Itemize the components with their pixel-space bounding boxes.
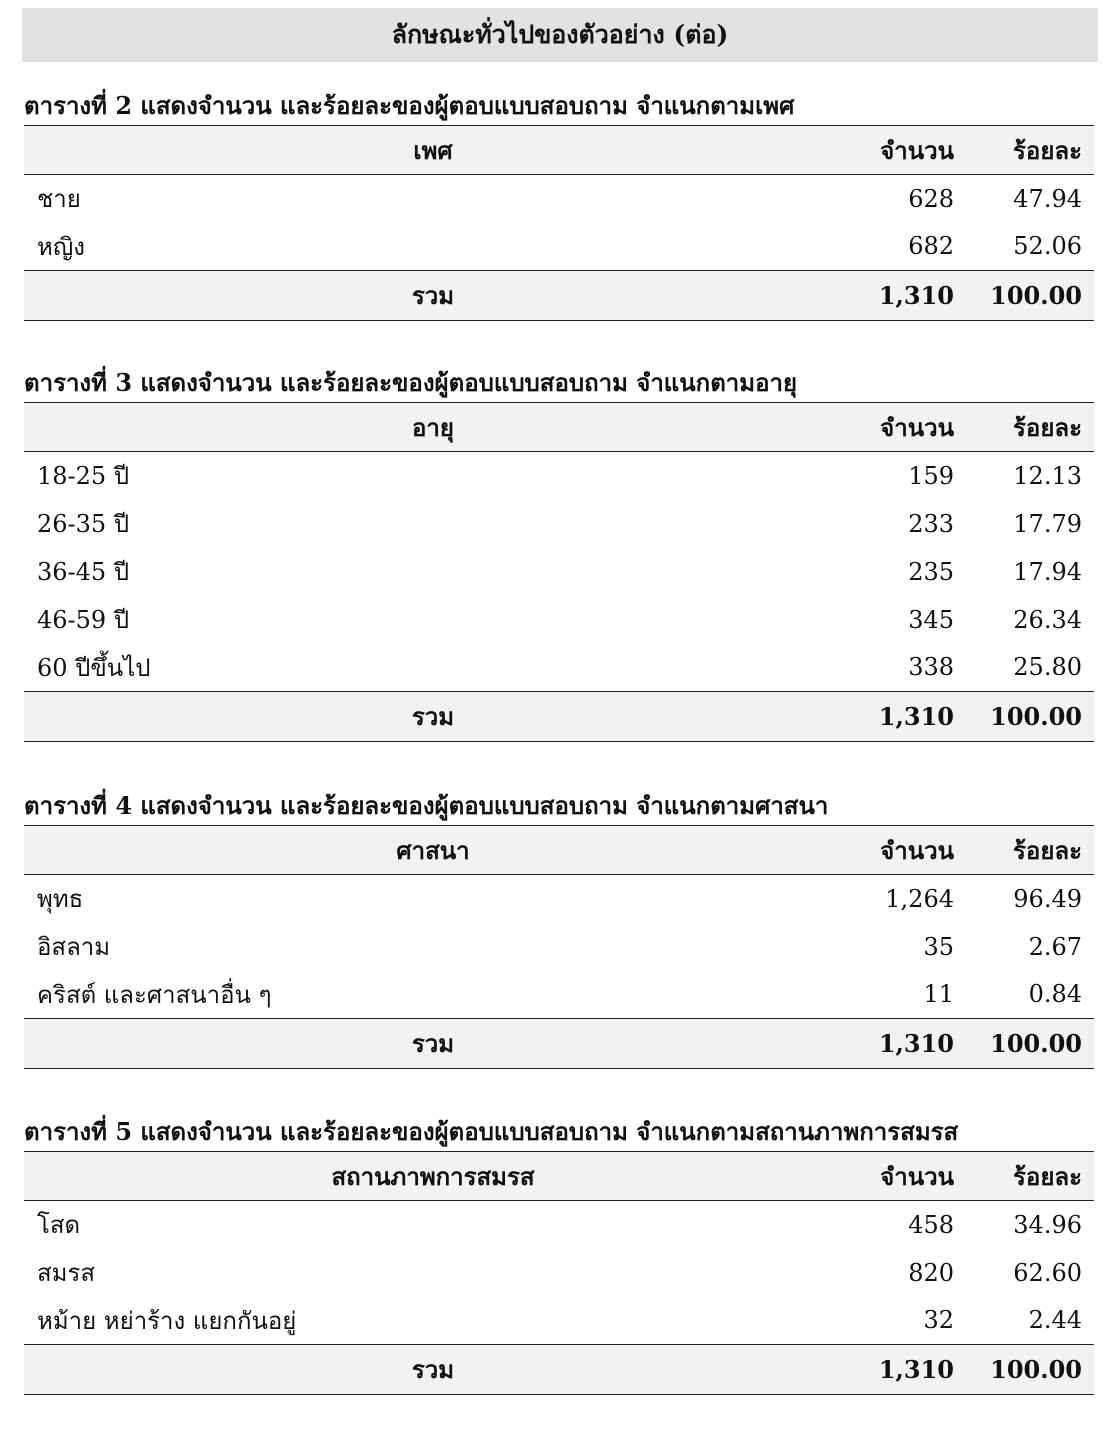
header-label: เพศ bbox=[24, 126, 842, 175]
total-percent: 100.00 bbox=[966, 692, 1094, 742]
row-percent: 17.94 bbox=[1013, 557, 1082, 586]
row-label: 36-45 ปี bbox=[37, 558, 130, 586]
row-label: สมรส bbox=[37, 1259, 96, 1287]
row-count: 458 bbox=[908, 1210, 954, 1239]
row-percent: 12.13 bbox=[1013, 461, 1082, 490]
row-percent: 0.84 bbox=[1028, 980, 1082, 1009]
table-header-row bbox=[24, 126, 1094, 175]
table-caption: ตารางที่ 3 แสดงจำนวน และร้อยละของผู้ตอบแบบสอบถาม จำแนกตามอายุ bbox=[24, 368, 798, 397]
table-row bbox=[24, 1297, 1094, 1345]
table-caption: ตารางที่ 5 แสดงจำนวน และร้อยละของผู้ตอบแบบสอบถาม จำแนกตามสถานภาพการสมรส bbox=[24, 1117, 959, 1146]
total-percent: 100.00 bbox=[966, 1345, 1094, 1395]
row-count: 682 bbox=[908, 232, 954, 261]
row-percent: 52.06 bbox=[1013, 232, 1082, 261]
table-row bbox=[24, 1201, 1094, 1249]
row-label: 46-59 ปี bbox=[37, 606, 130, 634]
page-banner bbox=[22, 8, 1098, 62]
row-label: อิสลาม bbox=[37, 933, 111, 961]
row-count: 345 bbox=[908, 605, 954, 634]
table-header-row bbox=[24, 403, 1094, 452]
row-count: 233 bbox=[908, 509, 954, 538]
row-label: ชาย bbox=[37, 185, 81, 214]
table-section-religion bbox=[24, 787, 1094, 1069]
row-label: 60 ปีขึ้นไป bbox=[37, 653, 151, 682]
row-label: พุทธ bbox=[37, 885, 84, 914]
table-row bbox=[24, 875, 1094, 923]
row-count: 235 bbox=[908, 557, 954, 586]
row-count: 628 bbox=[908, 184, 954, 213]
header-percent: ร้อยละ bbox=[966, 403, 1094, 452]
total-count: 1,310 bbox=[842, 692, 966, 742]
table-row bbox=[24, 596, 1094, 644]
row-percent: 47.94 bbox=[1013, 184, 1082, 213]
table-header-row bbox=[24, 1152, 1094, 1201]
data-table bbox=[24, 1151, 1094, 1395]
row-percent: 62.60 bbox=[1013, 1258, 1082, 1287]
total-count: 1,310 bbox=[842, 1345, 966, 1395]
total-label: รวม bbox=[24, 271, 842, 321]
header-label: ศาสนา bbox=[24, 826, 842, 875]
row-label: หม้าย หย่าร้าง แยกกันอยู่ bbox=[37, 1306, 297, 1335]
header-percent: ร้อยละ bbox=[966, 1152, 1094, 1201]
row-count: 159 bbox=[908, 461, 954, 490]
table-row bbox=[24, 223, 1094, 271]
table-caption: ตารางที่ 2 แสดงจำนวน และร้อยละของผู้ตอบแบบสอบถาม จำแนกตามเพศ bbox=[24, 91, 795, 120]
table-header-row bbox=[24, 826, 1094, 875]
total-count: 1,310 bbox=[842, 271, 966, 321]
row-count: 32 bbox=[923, 1306, 954, 1335]
row-label: โสด bbox=[37, 1211, 81, 1240]
row-percent: 17.79 bbox=[1013, 509, 1082, 538]
data-table bbox=[24, 825, 1094, 1069]
total-label: รวม bbox=[24, 1345, 842, 1395]
table-total-row bbox=[24, 1019, 1094, 1069]
header-count: จำนวน bbox=[842, 826, 966, 875]
row-count: 1,264 bbox=[885, 884, 954, 913]
total-count: 1,310 bbox=[842, 1019, 966, 1069]
table-row bbox=[24, 1249, 1094, 1297]
banner-title: ลักษณะทั่วไปของตัวอย่าง (ต่อ) bbox=[391, 20, 729, 49]
row-percent: 34.96 bbox=[1013, 1210, 1082, 1239]
data-table bbox=[24, 125, 1094, 321]
row-label: หญิง bbox=[37, 232, 85, 261]
total-label: รวม bbox=[24, 692, 842, 742]
row-percent: 2.67 bbox=[1028, 932, 1082, 961]
header-percent: ร้อยละ bbox=[966, 126, 1094, 175]
table-section-gender bbox=[24, 87, 1094, 321]
table-row bbox=[24, 452, 1094, 500]
table-row bbox=[24, 923, 1094, 971]
row-percent: 25.80 bbox=[1013, 653, 1082, 682]
total-percent: 100.00 bbox=[966, 1019, 1094, 1069]
header-label: อายุ bbox=[24, 403, 842, 452]
table-total-row bbox=[24, 1345, 1094, 1395]
header-count: จำนวน bbox=[842, 126, 966, 175]
table-total-row bbox=[24, 692, 1094, 742]
row-count: 35 bbox=[923, 932, 954, 961]
row-percent: 96.49 bbox=[1013, 884, 1082, 913]
row-count: 11 bbox=[923, 980, 954, 1009]
row-percent: 26.34 bbox=[1013, 605, 1082, 634]
table-row bbox=[24, 644, 1094, 692]
header-count: จำนวน bbox=[842, 1152, 966, 1201]
row-label: 18-25 ปี bbox=[37, 462, 130, 491]
row-percent: 2.44 bbox=[1028, 1306, 1082, 1335]
table-total-row bbox=[24, 271, 1094, 321]
row-label: คริสต์ และศาสนาอื่น ๆ bbox=[37, 980, 272, 1009]
data-table bbox=[24, 402, 1094, 742]
header-percent: ร้อยละ bbox=[966, 826, 1094, 875]
table-row bbox=[24, 175, 1094, 223]
total-label: รวม bbox=[24, 1019, 842, 1069]
total-percent: 100.00 bbox=[966, 271, 1094, 321]
row-count: 338 bbox=[908, 653, 954, 682]
table-caption: ตารางที่ 4 แสดงจำนวน และร้อยละของผู้ตอบแบบสอบถาม จำแนกตามศาสนา bbox=[24, 791, 829, 820]
row-label: 26-35 ปี bbox=[37, 510, 130, 538]
table-section-age bbox=[24, 364, 1094, 742]
row-count: 820 bbox=[908, 1258, 954, 1287]
table-row bbox=[24, 548, 1094, 596]
header-count: จำนวน bbox=[842, 403, 966, 452]
table-row bbox=[24, 971, 1094, 1019]
header-label: สถานภาพการสมรส bbox=[24, 1152, 842, 1201]
table-section-marital-status bbox=[24, 1113, 1094, 1395]
table-row bbox=[24, 500, 1094, 548]
